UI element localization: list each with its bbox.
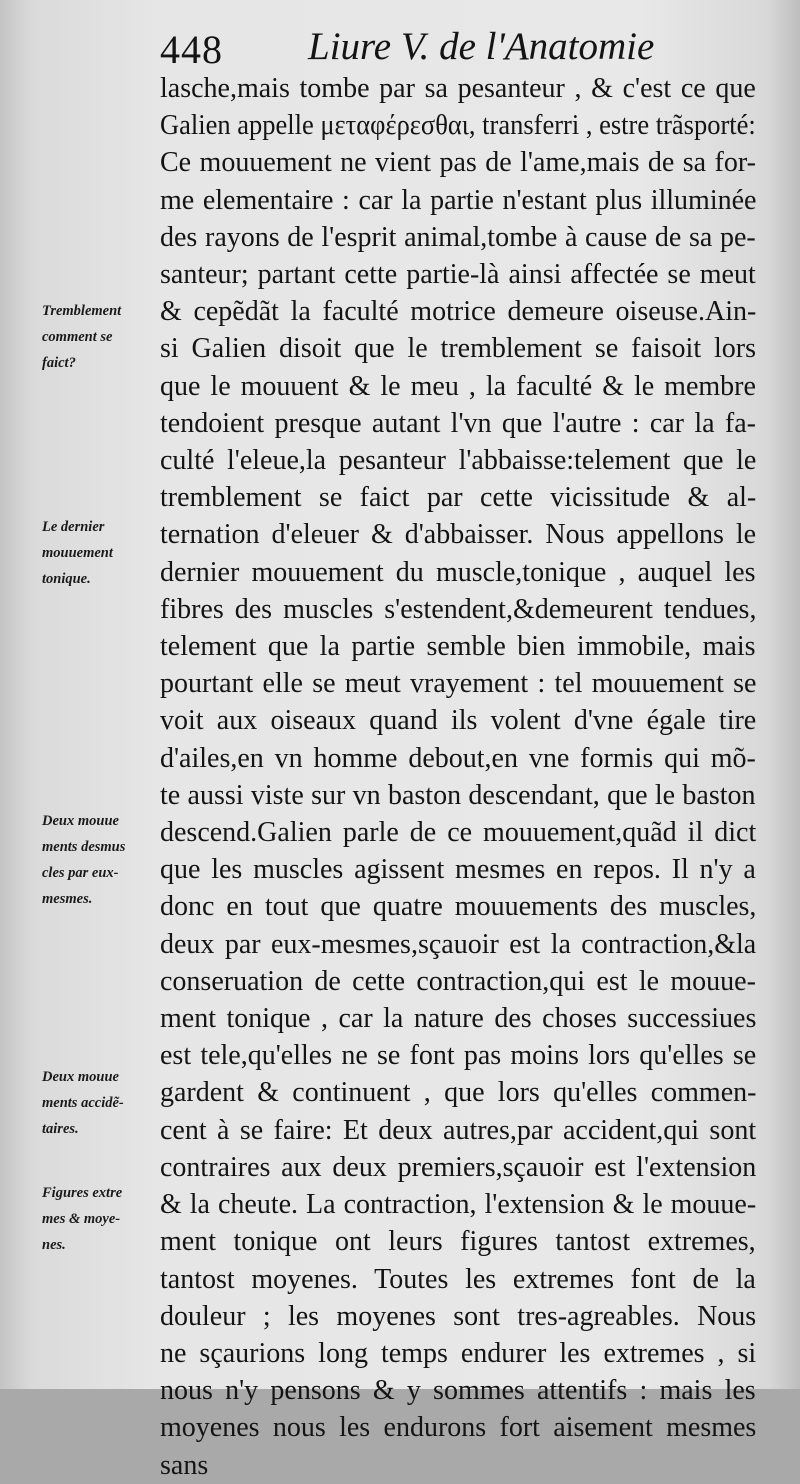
body-line: dernier mouuement du muscle,tonique , auquel les: [160, 556, 756, 588]
body-line: ternation d'eleuer & d'abbaisser. Nous appellons le: [160, 519, 757, 551]
margin-note-line: tonique.: [42, 571, 91, 587]
running-title: Liure V. de l'Anatomie: [308, 25, 655, 68]
margin-note-line: comment se: [42, 329, 113, 345]
body-line: ment tonique , car la nature des choses successiues: [160, 1003, 757, 1035]
margin-note-line: nes.: [42, 1237, 66, 1253]
body-line: nous n'y pensons & y sommes attentifs : mais les: [160, 1375, 756, 1407]
body-line: ne sçaurions long temps endurer les extremes , si: [160, 1337, 757, 1369]
body-line: gardent & continuent , que lors qu'elles commen-: [160, 1077, 757, 1109]
body-text: [160, 70, 760, 1484]
body-line: si Galien disoit que le tremblement se faisoit lors: [160, 333, 756, 365]
body-line: voit aux oiseaux quand ils volent d'vne égale tire: [160, 705, 757, 737]
body-line: conseruation de cette contraction,qui est le mouue-: [160, 965, 756, 997]
margin-note-line: mes & moye-: [42, 1211, 121, 1227]
body-line: d'ailes,en vn homme debout,en vne formis qui mõ-: [160, 742, 756, 774]
body-line: & la cheute. La contraction, l'extension & le mouue-: [160, 1189, 757, 1221]
body-line: contraires aux deux premiers,sçauoir est l'extension: [160, 1151, 757, 1183]
body-line: descend.Galien parle de ce mouuement,quãd il dict: [160, 817, 757, 849]
margin-note-tremblement: [42, 298, 177, 376]
body-line: moyenes nous les endurons fort aisement mesmes: [160, 1412, 757, 1444]
body-line: des rayons de l'esprit animal,tombe à cause de sa pe-: [160, 221, 756, 253]
body-line: te aussi viste sur vn baston descendant, que le baston: [160, 779, 756, 811]
body-line: tremblement se faict par cette vicissitude & al-: [160, 482, 757, 514]
page-header: [160, 18, 760, 70]
body-line: donc en tout que quatre mouuements des muscles,: [160, 891, 757, 923]
body-line: deux par eux-mesmes,sçauoir est la contraction,&la: [160, 928, 757, 960]
margin-note-line: mouuement: [42, 545, 113, 561]
body-line: & cepẽdãt la faculté motrice demeure oiseuse.Ain-: [160, 296, 757, 328]
margin-note-figures: [42, 1180, 177, 1258]
body-line: tantost moyenes. Toutes les extremes font de la: [160, 1263, 756, 1295]
margin-note-line: ments desmus: [42, 839, 126, 855]
margin-note-line: cles par eux-: [42, 865, 119, 881]
body-line: pourtant elle se meut vrayement : tel mouuement se: [160, 668, 757, 700]
body-line: lasche,mais tombe par sa pesanteur , & c'est ce que: [160, 73, 756, 104]
page-number: 448: [160, 27, 223, 72]
body-line: santeur; partant cette partie-là ainsi affectée se meut: [160, 259, 756, 291]
body-line: telement que la partie semble bien immobile, mais: [160, 631, 756, 663]
margin-note-line: Tremblement: [42, 303, 122, 319]
body-line: que les muscles agissent mesmes en repos. Il n'y a: [160, 854, 756, 886]
margin-note-line: Deux mouue: [42, 813, 119, 829]
margin-note-line: mesmes.: [42, 891, 93, 907]
margin-note-dernier-mouuement: [42, 514, 177, 592]
margin-note-line: taires.: [42, 1121, 79, 1137]
margin-note-line: Le dernier: [42, 519, 105, 535]
body-line: Galien appelle μεταφέρεσθαι, transferri , estre trãsporté:: [160, 110, 756, 142]
margin-note-line: Figures extre: [42, 1185, 123, 1201]
body-line: tendoient presque autant l'vn que l'autre : car la fa-: [160, 407, 756, 439]
body-line: me elementaire : car la partie n'estant plus illuminée: [160, 184, 757, 216]
body-line: sans: [160, 1449, 209, 1481]
body-line: est tele,qu'elles ne se font pas moins lors qu'elles se: [160, 1040, 757, 1072]
body-line: douleur ; les moyenes sont tres-agreables. Nous: [160, 1300, 757, 1332]
margin-note-deux-mouuements-accidentaires: [42, 1064, 177, 1142]
body-line: culté l'eleue,la pesanteur l'abbaisse:telement que le: [160, 445, 757, 477]
margin-note-line: Deux mouue: [42, 1069, 119, 1085]
margin-note-line: faict?: [42, 355, 76, 371]
margin-note-line: ments accidẽ-: [42, 1095, 124, 1111]
body-line: fibres des muscles s'estendent,&demeurent tendues,: [160, 593, 757, 625]
body-line: cent à se faire: Et deux autres,par accident,qui sont: [160, 1114, 757, 1146]
body-line: que le mouuent & le meu , la faculté & le membre: [160, 370, 756, 402]
body-line: Ce mouuement ne vient pas de l'ame,mais de sa for-: [160, 147, 756, 179]
body-line: ment tonique ont leurs figures tantost extremes,: [160, 1226, 756, 1258]
margin-note-deux-mouuements-eux-mesmes: [42, 808, 177, 912]
